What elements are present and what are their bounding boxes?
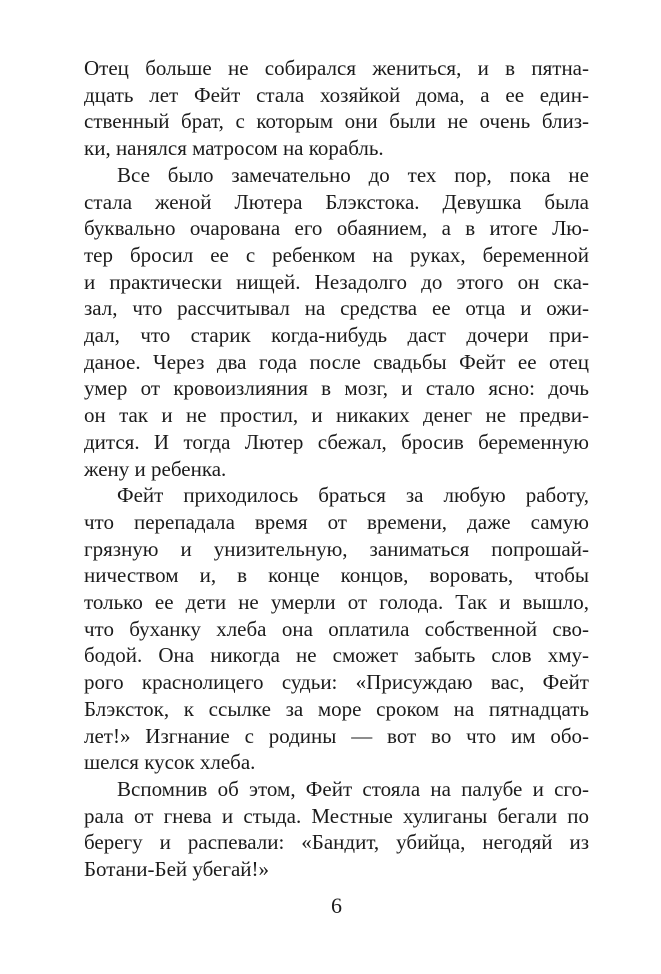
- text-line: дал, что старик когда-нибудь даст дочери при-: [84, 323, 589, 348]
- text-line: берегу и распевали: «Бандит, убийца, негодяй из: [84, 830, 589, 855]
- text-line: рого краснолицего судьи: «Присуждаю вас, Фейт: [84, 670, 589, 695]
- text-line: бодой. Она никогда не сможет забыть слов хму-: [84, 643, 589, 668]
- text-line: Блэксток, к ссылке за море сроком на пятнадцать: [84, 696, 589, 721]
- text-line: зал, что рассчитывал на средства ее отца и ожи-: [84, 296, 589, 321]
- text-line: жену и ребенка.: [84, 456, 227, 481]
- text-line: лет!» Изгнание с родины — вот во что им обо-: [84, 723, 589, 748]
- paragraph: [84, 162, 589, 482]
- text-block: [84, 55, 589, 883]
- text-line: грязную и унизительную, заниматься попрошай-: [84, 536, 589, 561]
- text-line: дится. И тогда Лютер сбежал, бросив беременную: [84, 429, 589, 454]
- text-line: Вспомнив об этом, Фейт стояла на палубе и сго-: [117, 776, 589, 801]
- text-line: тер бросил ее с ребенком на руках, беременной: [84, 242, 589, 267]
- text-line: буквально очарована его обаянием, а в итоге Лю-: [84, 216, 589, 241]
- text-line: шелся кусок хлеба.: [84, 750, 256, 775]
- text-line: ки, нанялся матросом на корабль.: [84, 136, 384, 161]
- text-line: ственный брат, с которым они были не очень близ-: [84, 109, 589, 134]
- text-line: Все было замечательно до тех пор, пока не: [117, 162, 589, 187]
- text-line: умер от кровоизлияния в мозг, и стало ясно: дочь: [84, 376, 589, 401]
- page-number: 6: [331, 892, 342, 918]
- text-line: что перепадала время от времени, даже самую: [84, 509, 589, 534]
- text-line: рала от гнева и стыда. Местные хулиганы бегали по: [84, 803, 589, 828]
- text-line: Ботани-Бей убегай!»: [84, 857, 269, 882]
- text-line: дцать лет Фейт стала хозяйкой дома, а ее един-: [84, 82, 589, 107]
- text-line: стала женой Лютера Блэкстока. Девушка была: [84, 189, 589, 214]
- paragraph: [84, 776, 589, 883]
- paragraph: [84, 482, 589, 776]
- text-line: только ее дети не умерли от голода. Так и вышло,: [84, 590, 589, 615]
- paragraph: [84, 55, 589, 162]
- text-line: и практически нищей. Незадолго до этого он ска-: [84, 269, 589, 294]
- text-line: что буханку хлеба она оплатила собственной сво-: [84, 616, 589, 641]
- text-line: он так и не простил, и никаких денег не предви-: [84, 403, 589, 428]
- text-line: Фейт приходилось браться за любую работу,: [117, 483, 589, 508]
- text-line: ничеством и, в конце концов, воровать, чтобы: [84, 563, 589, 588]
- text-line: даное. Через два года после свадьбы Фейт ее отец: [84, 349, 589, 374]
- text-line: Отец больше не собирался жениться, и в пятна-: [84, 56, 589, 80]
